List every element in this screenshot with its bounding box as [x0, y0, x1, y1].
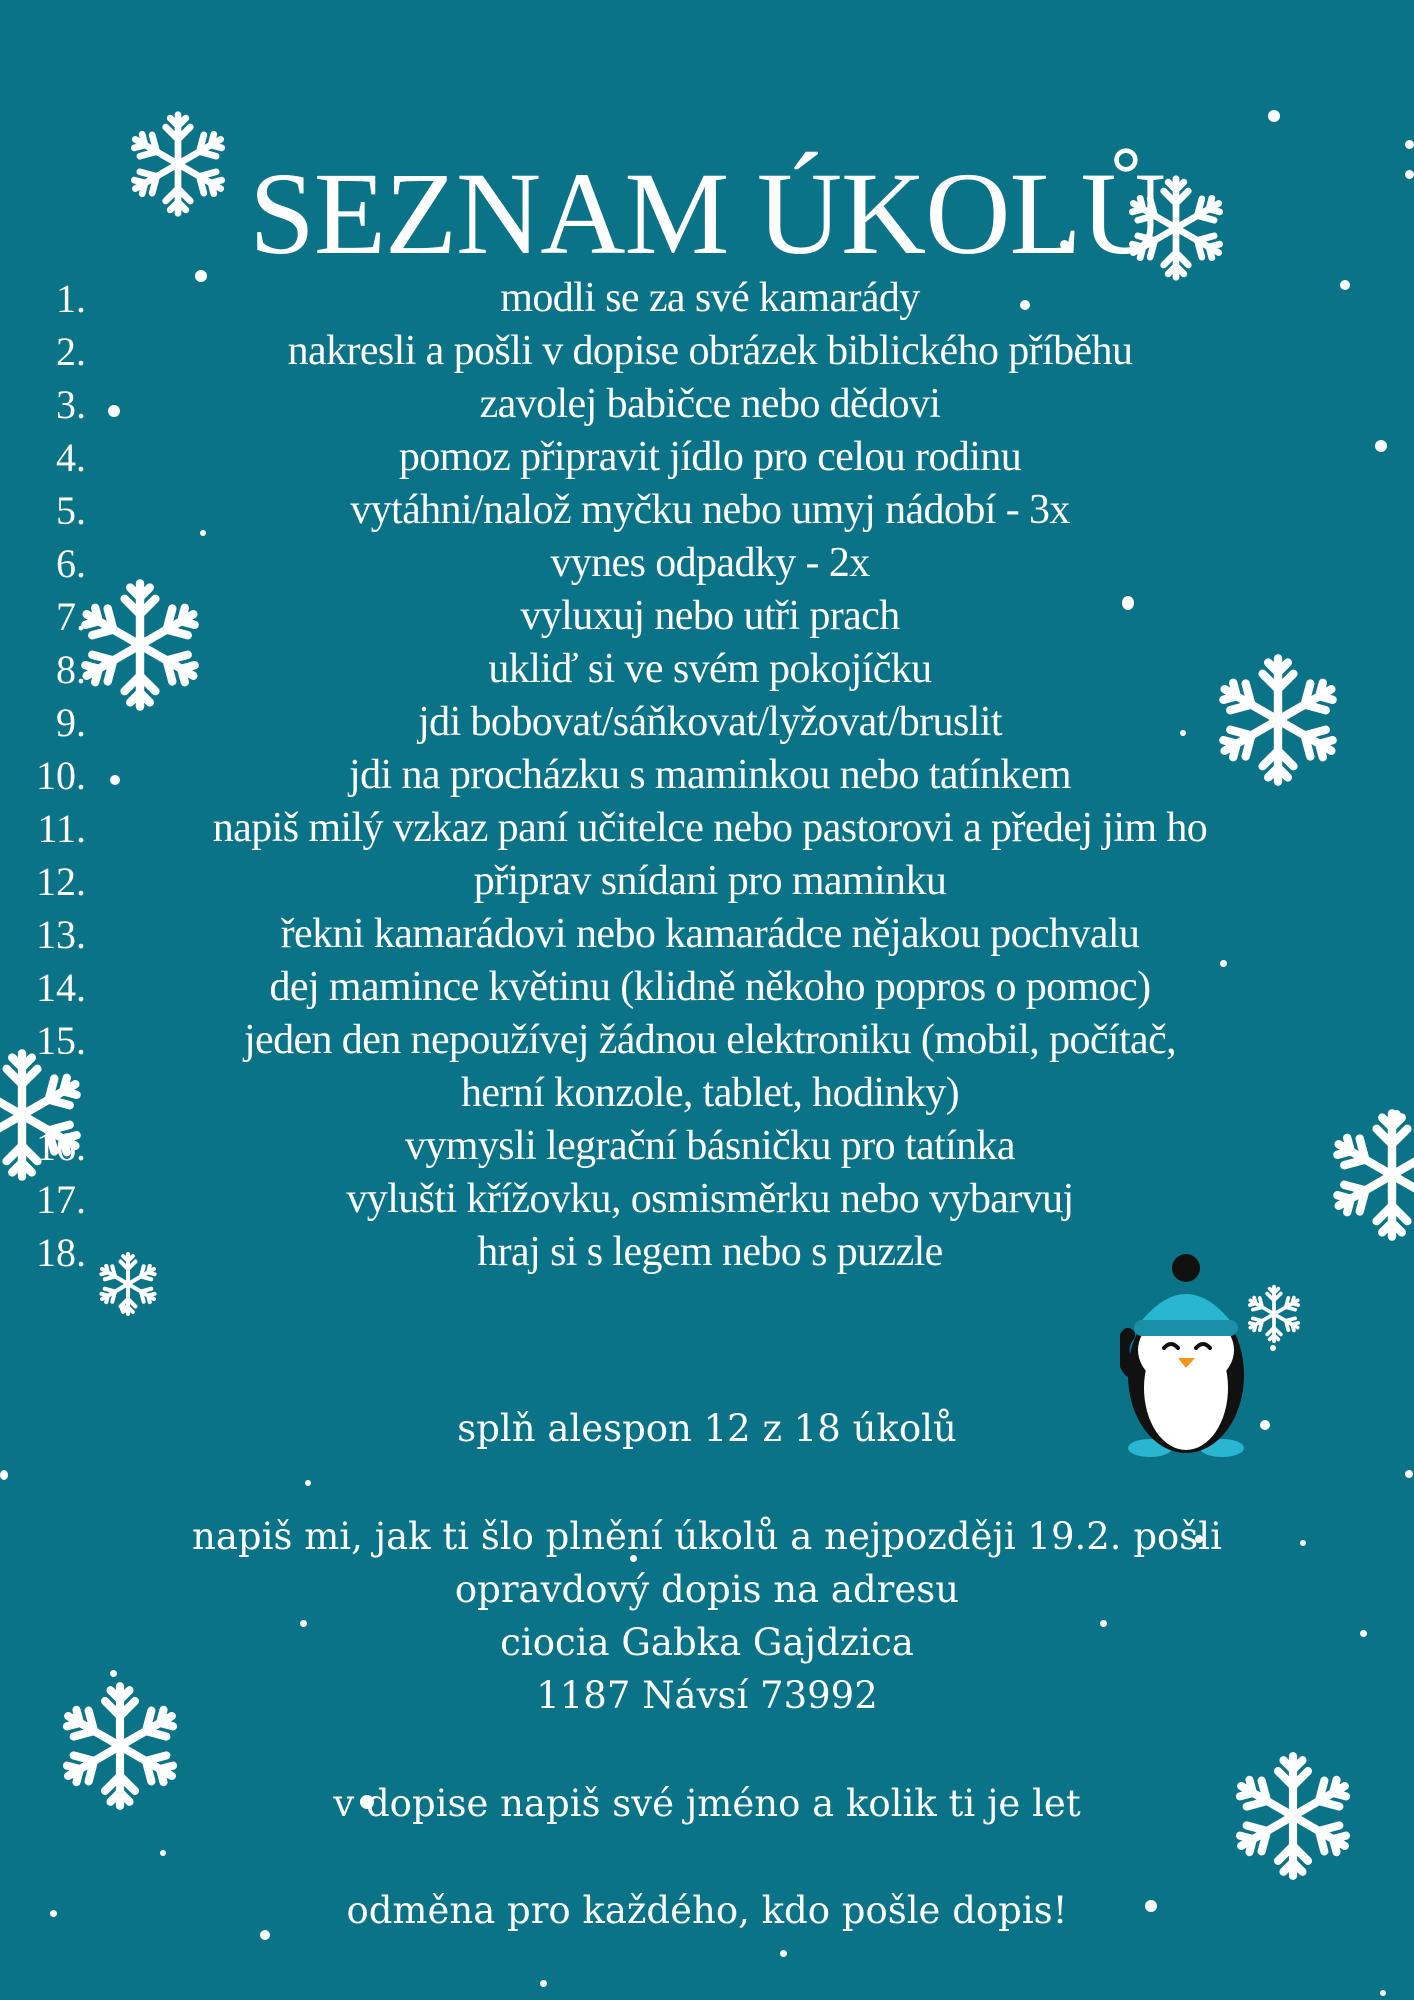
task-item: [0, 272, 1414, 325]
task-text: ukliď si ve svém pokojíčku: [488, 646, 932, 692]
snow-dot: [540, 1980, 547, 1987]
task-number: 11.: [37, 806, 86, 851]
instruction-line-1: napiš mi, jak ti šlo plnění úkolů a nejpozději 19.2. pošli: [192, 1515, 1222, 1558]
task-list: [0, 272, 1414, 1279]
snow-dot: [0, 1470, 8, 1480]
task-text: vylušti křížovku, osmisměrku nebo vybarvuj: [346, 1176, 1074, 1222]
task-text: vymysli legrační básničku pro tatínka: [405, 1123, 1015, 1169]
letter-hint: v dopise napiš své jméno a kolik ti je let: [333, 1782, 1081, 1825]
task-item: [0, 696, 1414, 749]
task-text: zavolej babičce nebo dědovi: [479, 381, 941, 427]
task-number: 12.: [36, 859, 86, 904]
task-item: [0, 537, 1414, 590]
snow-dot: [305, 1480, 311, 1486]
task-number: 14.: [36, 965, 86, 1010]
task-item: [0, 431, 1414, 484]
task-number: 13.: [36, 912, 86, 957]
instruction-line-2: opravdový dopis na adresu: [454, 1568, 960, 1611]
task-number: 3.: [56, 382, 86, 427]
task-item: [0, 1014, 1414, 1120]
goal-text: splň alespon 12 z 18 úkolů: [457, 1407, 957, 1450]
task-item: [0, 484, 1414, 537]
task-number: 4.: [56, 435, 86, 480]
task-text: nakresli a pošli v dopise obrázek biblického příběhu: [287, 328, 1133, 374]
task-number: 10.: [36, 753, 86, 798]
task-text: dej mamince květinu (klidně někoho popros o pomoc): [269, 964, 1151, 1010]
task-number: 6.: [56, 541, 86, 586]
task-number: 7.: [56, 594, 86, 639]
task-item: [0, 908, 1414, 961]
task-number: 5.: [56, 488, 86, 533]
snow-dot: [780, 1950, 787, 1957]
snow-dot: [1405, 1470, 1413, 1478]
task-item: [0, 378, 1414, 431]
task-item: [0, 961, 1414, 1014]
task-number: 16.: [36, 1124, 86, 1169]
snow-dot: [1270, 1345, 1276, 1351]
snow-dot: [1268, 110, 1280, 122]
task-item: [0, 802, 1414, 855]
task-number: 1.: [56, 276, 86, 321]
task-item: [0, 749, 1414, 802]
snow-dot: [1380, 1990, 1386, 1996]
task-item: [0, 643, 1414, 696]
task-text: vytáhni/nalož myčku nebo umyj nádobí - 3x: [350, 487, 1070, 533]
task-text-continued: herní konzole, tablet, hodinky): [460, 1070, 960, 1116]
task-item: [0, 1120, 1414, 1173]
task-number: 2.: [56, 329, 86, 374]
task-text: vynes odpadky - 2x: [550, 540, 870, 586]
task-text: hraj si s legem nebo s puzzle: [477, 1229, 943, 1275]
task-number: 15.: [36, 1018, 86, 1063]
snow-dot: [160, 1850, 166, 1856]
reward-text: odměna pro každého, kdo pošle dopis!: [346, 1889, 1068, 1932]
task-item: [0, 590, 1414, 643]
task-text: napiš milý vzkaz paní učitelce nebo pastorovi a předej jim ho: [212, 805, 1208, 851]
task-item: [0, 325, 1414, 378]
task-text: jdi bobovat/sáňkovat/lyžovat/bruslit: [418, 699, 1002, 745]
task-text: řekni kamarádovi nebo kamarádce nějakou pochvalu: [280, 911, 1140, 957]
task-text: modli se za své kamarády: [500, 275, 920, 321]
task-item: [0, 1173, 1414, 1226]
task-number: 18.: [36, 1230, 86, 1275]
address-street: 1187 Návsí 73992: [536, 1674, 878, 1717]
task-item: [0, 855, 1414, 908]
task-text: jeden den nepoužívej žádnou elektroniku (mobil, počítač,: [243, 1017, 1177, 1063]
task-number: 9.: [56, 700, 86, 745]
task-text: jdi na procházku s maminkou nebo tatínkem: [349, 752, 1071, 798]
task-text: pomoz připravit jídlo pro celou rodinu: [398, 434, 1022, 480]
task-text: vyluxuj nebo utři prach: [520, 593, 900, 639]
task-number: 8.: [56, 647, 86, 692]
task-number: 17.: [36, 1177, 86, 1222]
page-title: SEZNAM ÚKOLŮ: [249, 148, 1165, 280]
task-text: připrav snídani pro maminku: [473, 858, 947, 904]
address-name: ciocia Gabka Gajdzica: [500, 1621, 914, 1664]
